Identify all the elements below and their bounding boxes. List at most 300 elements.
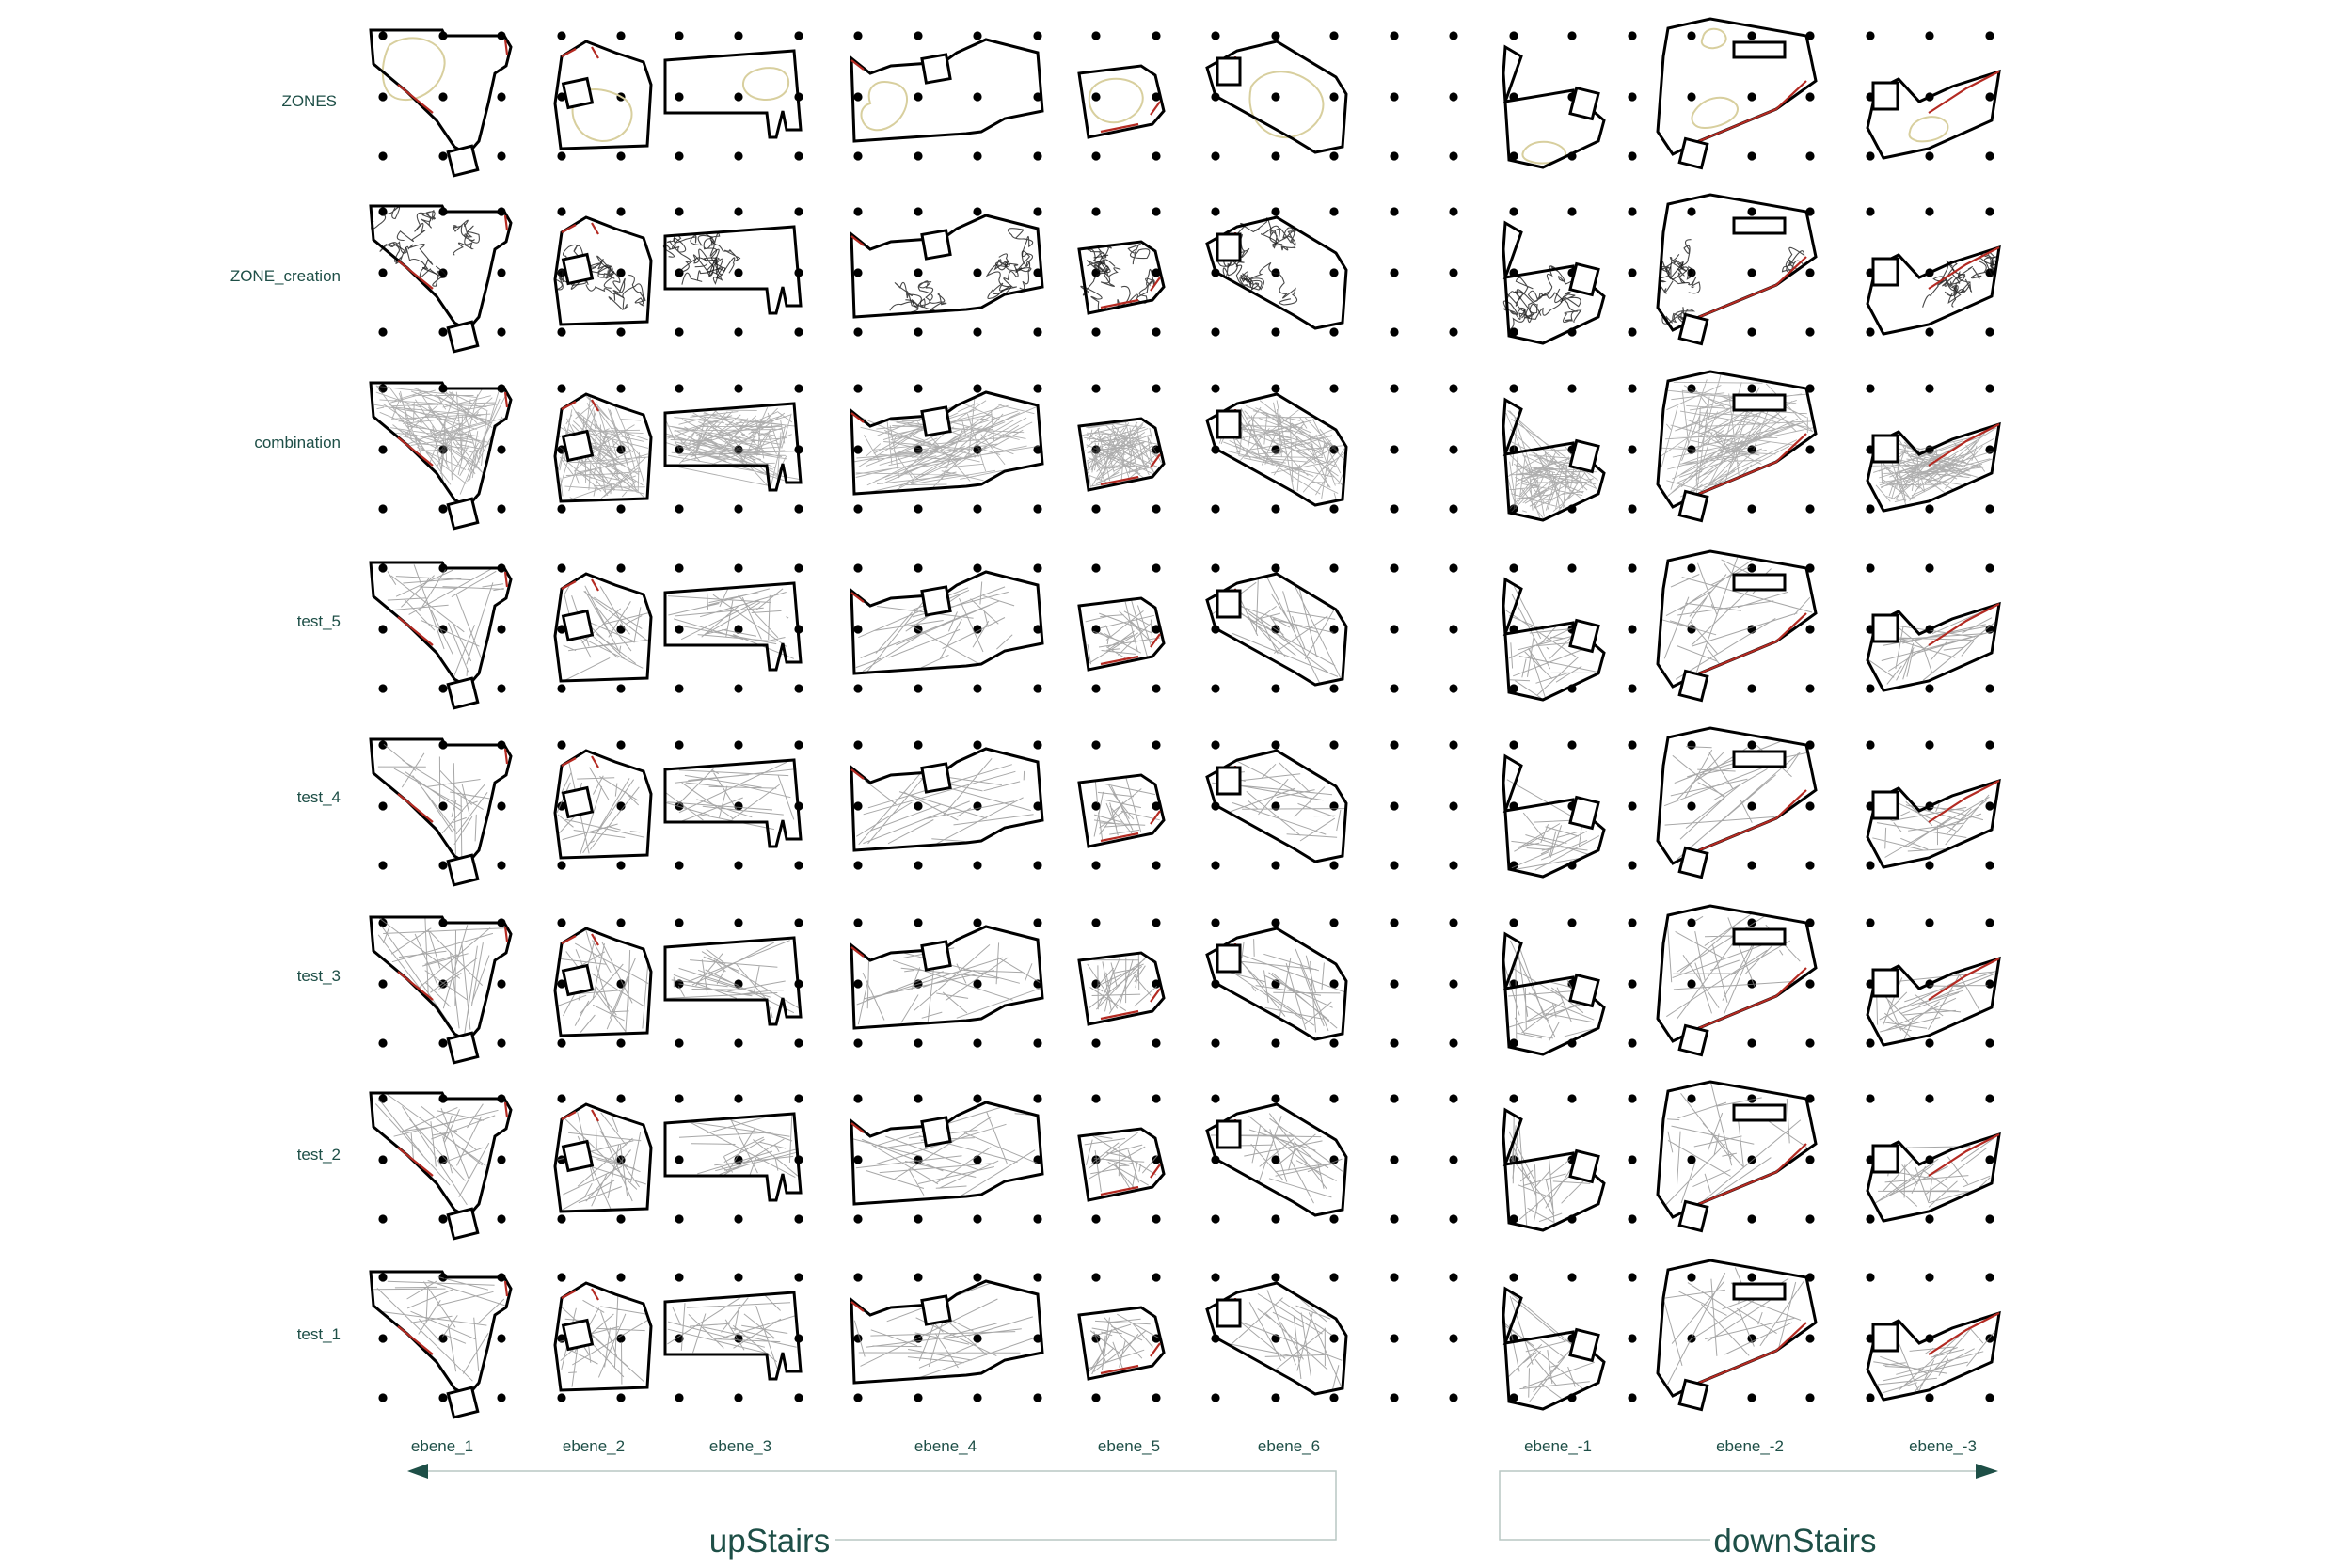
grid-dot [1687, 92, 1695, 101]
grid-dot [1925, 1214, 1933, 1223]
grid-dot [914, 801, 922, 810]
grid-dot [794, 740, 803, 749]
grid-dot [853, 207, 862, 215]
grid-dot [734, 92, 742, 101]
core-box [448, 499, 478, 529]
grid-dot [1033, 563, 1041, 572]
grid-dot [1033, 1214, 1041, 1223]
grid-dot [616, 384, 625, 392]
grid-dot [378, 861, 387, 869]
cell-ebene-5-row-4 [1079, 598, 1164, 670]
grid-dot [1211, 684, 1219, 692]
grid-dot [438, 684, 447, 692]
grid-dot [497, 1155, 505, 1164]
grid-dot [1329, 1273, 1338, 1281]
movement-traces [666, 762, 794, 829]
grid-dot [1805, 151, 1814, 160]
grid-dot [853, 504, 862, 513]
grid-dot [1271, 861, 1279, 869]
grid-dot [1628, 1334, 1636, 1342]
creation-trace [609, 275, 645, 309]
grid-dot [675, 625, 683, 633]
grid-dot [1091, 207, 1100, 215]
grid-dot [1449, 740, 1457, 749]
grid-dot [1329, 327, 1338, 336]
cell-ebene-minus-2-row-2 [1658, 195, 1816, 344]
grid-dot [1985, 918, 1994, 927]
grid-dot [1805, 625, 1814, 633]
grid-dot [734, 327, 742, 336]
grid-dot [1152, 684, 1160, 692]
grid-dot [1390, 504, 1398, 513]
grid-dot [1747, 801, 1756, 810]
cell-ebene-5-row-8 [1079, 1307, 1164, 1379]
grid-dot [557, 327, 565, 336]
core-box [1873, 1146, 1898, 1172]
grid-dot [1985, 1094, 1994, 1102]
grid-dot [853, 684, 862, 692]
grid-dot [378, 740, 387, 749]
grid-dot [1628, 92, 1636, 101]
core-box [1217, 58, 1240, 85]
grid-dot [1925, 918, 1933, 927]
red-edge [592, 934, 598, 945]
floor-outline [371, 30, 511, 154]
grid-dot [1449, 207, 1457, 215]
grid-dot [914, 1214, 922, 1223]
cell-ebene-minus-1-row-4 [1503, 579, 1604, 700]
grid-dot [1925, 1273, 1933, 1281]
grid-dot [1687, 1155, 1695, 1164]
grid-dot [1628, 1273, 1636, 1281]
grid-dot [1271, 918, 1279, 927]
grid-dot [1449, 31, 1457, 40]
grid-dot [1985, 1214, 1994, 1223]
core-box [1217, 1121, 1240, 1148]
core-box [564, 788, 593, 817]
grid-dot [378, 31, 387, 40]
red-edge [398, 1326, 433, 1354]
cell-ebene-6-row-3 [1207, 394, 1346, 505]
grid-dot [973, 1094, 981, 1102]
grid-dot [1390, 445, 1398, 453]
grid-dot [1628, 740, 1636, 749]
grid-dot [973, 918, 981, 927]
grid-dot [1329, 92, 1338, 101]
grid-dot [1449, 563, 1457, 572]
zone-curve [861, 82, 907, 130]
grid-dot [1091, 384, 1100, 392]
grid-dot [1866, 1214, 1874, 1223]
grid-dot [853, 327, 862, 336]
grid-dot [1152, 563, 1160, 572]
red-edge [1699, 968, 1806, 1028]
core-box [564, 1142, 593, 1171]
grid-dot [497, 1214, 505, 1223]
grid-dot [973, 1334, 981, 1342]
grid-dot [1033, 1393, 1041, 1402]
cell-ebene-2-row-3 [555, 394, 651, 501]
grid-dot [1687, 31, 1695, 40]
core-box [922, 1117, 950, 1146]
grid-dot [1152, 1393, 1160, 1402]
grid-dot [1628, 625, 1636, 633]
grid-dot [1687, 207, 1695, 215]
movement-traces [1088, 954, 1157, 1013]
grid-dot [1152, 861, 1160, 869]
grid-dot [1866, 861, 1874, 869]
cell-ebene-4-row-3 [851, 392, 1042, 494]
grid-dot [973, 384, 981, 392]
grid-dot [1567, 563, 1576, 572]
grid-dot [557, 1094, 565, 1102]
grid-dot [557, 207, 565, 215]
movement-traces [388, 564, 504, 676]
grid-dot [616, 1393, 625, 1402]
grid-dot [1925, 327, 1933, 336]
grid-dot [734, 1393, 742, 1402]
grid-dot [914, 31, 922, 40]
creation-trace [663, 234, 713, 257]
grid-dot [1866, 563, 1874, 572]
grid-dot [794, 1214, 803, 1223]
grid-dot [1628, 1393, 1636, 1402]
grid-dot [1687, 801, 1695, 810]
grid-dot [616, 684, 625, 692]
grid-dot [557, 1038, 565, 1047]
cell-ebene-3-row-7 [665, 1114, 801, 1200]
grid-dot [914, 918, 922, 927]
grid-dot [1925, 740, 1933, 749]
grid-dot [914, 684, 922, 692]
grid-dot [1925, 207, 1933, 215]
grid-dot [1805, 801, 1814, 810]
grid-dot [675, 684, 683, 692]
cell-ebene-minus-2-row-7 [1658, 1082, 1816, 1231]
grid-dot [794, 1393, 803, 1402]
grid-dot [1509, 207, 1518, 215]
cell-ebene-minus-3-row-6 [1867, 958, 1999, 1045]
grid-dot [853, 1334, 862, 1342]
grid-dot [1985, 1393, 1994, 1402]
grid-dot [438, 1393, 447, 1402]
grid-dot [378, 1273, 387, 1281]
grid-dot [1866, 504, 1874, 513]
red-edge [398, 437, 433, 466]
grid-dot [1747, 92, 1756, 101]
grid-dot [973, 151, 981, 160]
floor-outline [371, 917, 511, 1041]
red-edge [592, 47, 598, 58]
core-box [922, 407, 950, 436]
grid-dot [1687, 740, 1695, 749]
grid-dot [1033, 504, 1041, 513]
grid-dot [438, 504, 447, 513]
core-box [1570, 264, 1598, 295]
grid-dot [1509, 1094, 1518, 1102]
grid-dot [1805, 445, 1814, 453]
red-edge [562, 49, 576, 56]
grid-dot [1271, 1273, 1279, 1281]
grid-dot [973, 684, 981, 692]
grid-dot [973, 563, 981, 572]
grid-dot [1152, 151, 1160, 160]
upstairs-label: upStairs [708, 1523, 831, 1560]
grid-dot [1449, 625, 1457, 633]
grid-dot [1449, 1393, 1457, 1402]
grid-dot [1449, 151, 1457, 160]
grid-dot [1747, 327, 1756, 336]
creation-trace [890, 282, 922, 312]
grid-dot [1567, 207, 1576, 215]
grid-dot [1805, 92, 1814, 101]
grid-dot [1033, 327, 1041, 336]
grid-dot [1091, 563, 1100, 572]
grid-dot [616, 625, 625, 633]
grid-dot [1747, 268, 1756, 277]
grid-dot [1805, 1393, 1814, 1402]
grid-dot [734, 1214, 742, 1223]
grid-dot [1747, 504, 1756, 513]
cell-ebene-4-row-1 [851, 40, 1042, 141]
grid-dot [675, 327, 683, 336]
grid-dot [1866, 1094, 1874, 1102]
grid-dot [794, 684, 803, 692]
grid-dot [1390, 1273, 1398, 1281]
grid-dot [1211, 740, 1219, 749]
grid-dot [675, 92, 683, 101]
red-edge [398, 261, 433, 289]
grid-dot [378, 504, 387, 513]
core-box [564, 432, 593, 461]
red-edge [1151, 811, 1160, 824]
grid-dot [734, 563, 742, 572]
grid-dot [794, 327, 803, 336]
grid-dot [1985, 861, 1994, 869]
grid-dot [1628, 684, 1636, 692]
grid-dot [1985, 1273, 1994, 1281]
grid-dot [1449, 1334, 1457, 1342]
grid-dot [557, 684, 565, 692]
core-box [1679, 314, 1708, 343]
column-label-ebene-6: ebene_6 [1257, 1437, 1321, 1455]
grid-dot [438, 151, 447, 160]
grid-dot [675, 918, 683, 927]
grid-dot [1567, 1094, 1576, 1102]
grid-dot [914, 1393, 922, 1402]
grid-dot [853, 979, 862, 988]
cell-ebene-minus-3-row-7 [1867, 1134, 1999, 1221]
grid-dot [1033, 861, 1041, 869]
grid-dot [1211, 207, 1219, 215]
grid-dot [1509, 740, 1518, 749]
grid-dot [1271, 740, 1279, 749]
grid-dot [1091, 1214, 1100, 1223]
grid-dot [1033, 918, 1041, 927]
grid-dot [438, 861, 447, 869]
grid-dot [914, 327, 922, 336]
grid-dot [1628, 861, 1636, 869]
red-edge [1699, 81, 1806, 141]
grid-dot [1091, 684, 1100, 692]
zone-curve [383, 38, 445, 100]
grid-dot [794, 563, 803, 572]
creation-trace [397, 211, 435, 242]
grid-dot [1033, 740, 1041, 749]
grid-dot [1449, 1214, 1457, 1223]
grid-dot [1390, 151, 1398, 160]
grid-dot [853, 625, 862, 633]
core-box [564, 1321, 593, 1350]
grid-dot [1628, 918, 1636, 927]
grid-dot [1925, 1094, 1933, 1102]
grid-dot [1390, 1094, 1398, 1102]
grid-dot [1449, 684, 1457, 692]
grid-dot [557, 504, 565, 513]
grid-dot [794, 31, 803, 40]
grid-dot [1390, 684, 1398, 692]
grid-dot [557, 861, 565, 869]
core-box [922, 1296, 950, 1324]
cell-ebene-5-row-6 [1079, 953, 1164, 1024]
grid-dot [973, 268, 981, 277]
grid-dot [675, 1094, 683, 1102]
grid-dot [675, 1155, 683, 1164]
core-box [1570, 1151, 1598, 1182]
grid-dot [1390, 327, 1398, 336]
grid-dot [1033, 1094, 1041, 1102]
right-arrow-icon [1976, 1464, 1998, 1479]
grid-dot [794, 207, 803, 215]
grid-dot [1329, 268, 1338, 277]
core-box [1873, 970, 1898, 996]
grid-dot [734, 740, 742, 749]
grid-dot [497, 327, 505, 336]
grid-dot [1628, 207, 1636, 215]
movement-traces [1085, 1130, 1159, 1192]
grid-dot [1390, 268, 1398, 277]
grid-dot [1033, 151, 1041, 160]
cell-ebene-3-row-1 [665, 51, 801, 137]
grid-dot [1567, 384, 1576, 392]
grid-dot [1390, 31, 1398, 40]
grid-dot [1271, 1393, 1279, 1402]
grid-dot [734, 1038, 742, 1047]
grid-dot [1628, 801, 1636, 810]
grid-dot [734, 384, 742, 392]
movement-traces [1094, 778, 1160, 841]
grid-dot [1866, 1393, 1874, 1402]
grid-dot [1329, 504, 1338, 513]
grid-dot [1271, 151, 1279, 160]
red-edge [398, 617, 433, 645]
cell-ebene-5-row-1 [1079, 66, 1164, 137]
grid-dot [1211, 1214, 1219, 1223]
grid-dot [1091, 1273, 1100, 1281]
grid-dot [1985, 979, 1994, 988]
core-box [564, 79, 593, 108]
grid-dot [1449, 504, 1457, 513]
grid-dot [853, 92, 862, 101]
grid-dot [616, 207, 625, 215]
row-label-test-5: test_5 [296, 612, 341, 630]
grid-dot [1449, 861, 1457, 869]
cell-ebene-5-row-2 [1079, 242, 1164, 313]
grid-dot [1805, 1214, 1814, 1223]
grid-dot [1271, 1214, 1279, 1223]
grid-dot [497, 861, 505, 869]
grid-dot [973, 1155, 981, 1164]
grid-dot [1628, 445, 1636, 453]
grid-dot [853, 861, 862, 869]
grid-dot [1628, 327, 1636, 336]
grid-dot [675, 1393, 683, 1402]
grid-dot [734, 918, 742, 927]
grid-dot [973, 740, 981, 749]
grid-dot [497, 1393, 505, 1402]
cell-ebene-minus-2-row-8 [1658, 1260, 1816, 1410]
core-box [448, 322, 478, 352]
grid-dot [1747, 563, 1756, 572]
row-label-test-2: test_2 [296, 1146, 341, 1164]
grid-dot [1211, 563, 1219, 572]
grid-dot [1033, 207, 1041, 215]
grid-dot [438, 801, 447, 810]
cell-ebene-minus-3-row-3 [1867, 424, 1999, 511]
downstairs-bracket [1500, 1464, 1998, 1560]
grid-dot [1866, 207, 1874, 215]
grid-dot [734, 684, 742, 692]
grid-dot [853, 1094, 862, 1102]
red-edge [1699, 257, 1806, 317]
grid-dot [1329, 207, 1338, 215]
grid-dot [675, 384, 683, 392]
red-edge [592, 1110, 598, 1121]
grid-dot [794, 151, 803, 160]
grid-dot [1271, 327, 1279, 336]
grid-dot [1747, 740, 1756, 749]
floor-outline [1658, 551, 1816, 687]
core-box [922, 587, 950, 615]
core-box [564, 611, 593, 641]
grid-dot [1329, 1094, 1338, 1102]
creation-trace [1941, 261, 1972, 303]
grid-dot [557, 1393, 565, 1402]
grid-dot [675, 740, 683, 749]
grid-dot [557, 151, 565, 160]
grid-dot [1925, 563, 1933, 572]
grid-dot [1805, 1155, 1814, 1164]
grid-dot [1329, 801, 1338, 810]
grid-dot [853, 563, 862, 572]
red-edge [398, 794, 433, 822]
cell-ebene-4-row-8 [851, 1281, 1042, 1383]
grid-dot [438, 1214, 447, 1223]
grid-dot [1152, 1273, 1160, 1281]
core-box [922, 230, 950, 259]
plan-cells [371, 19, 1999, 1418]
grid-dot [1747, 1393, 1756, 1402]
grid-dot [1805, 1038, 1814, 1047]
grid-dot [1390, 979, 1398, 988]
grid-dot [1152, 384, 1160, 392]
grid-dot [853, 1214, 862, 1223]
grid-dot [973, 1038, 981, 1047]
grid-dot [1985, 563, 1994, 572]
grid-dot [378, 1094, 387, 1102]
core-box [922, 55, 950, 83]
core-box [922, 764, 950, 792]
